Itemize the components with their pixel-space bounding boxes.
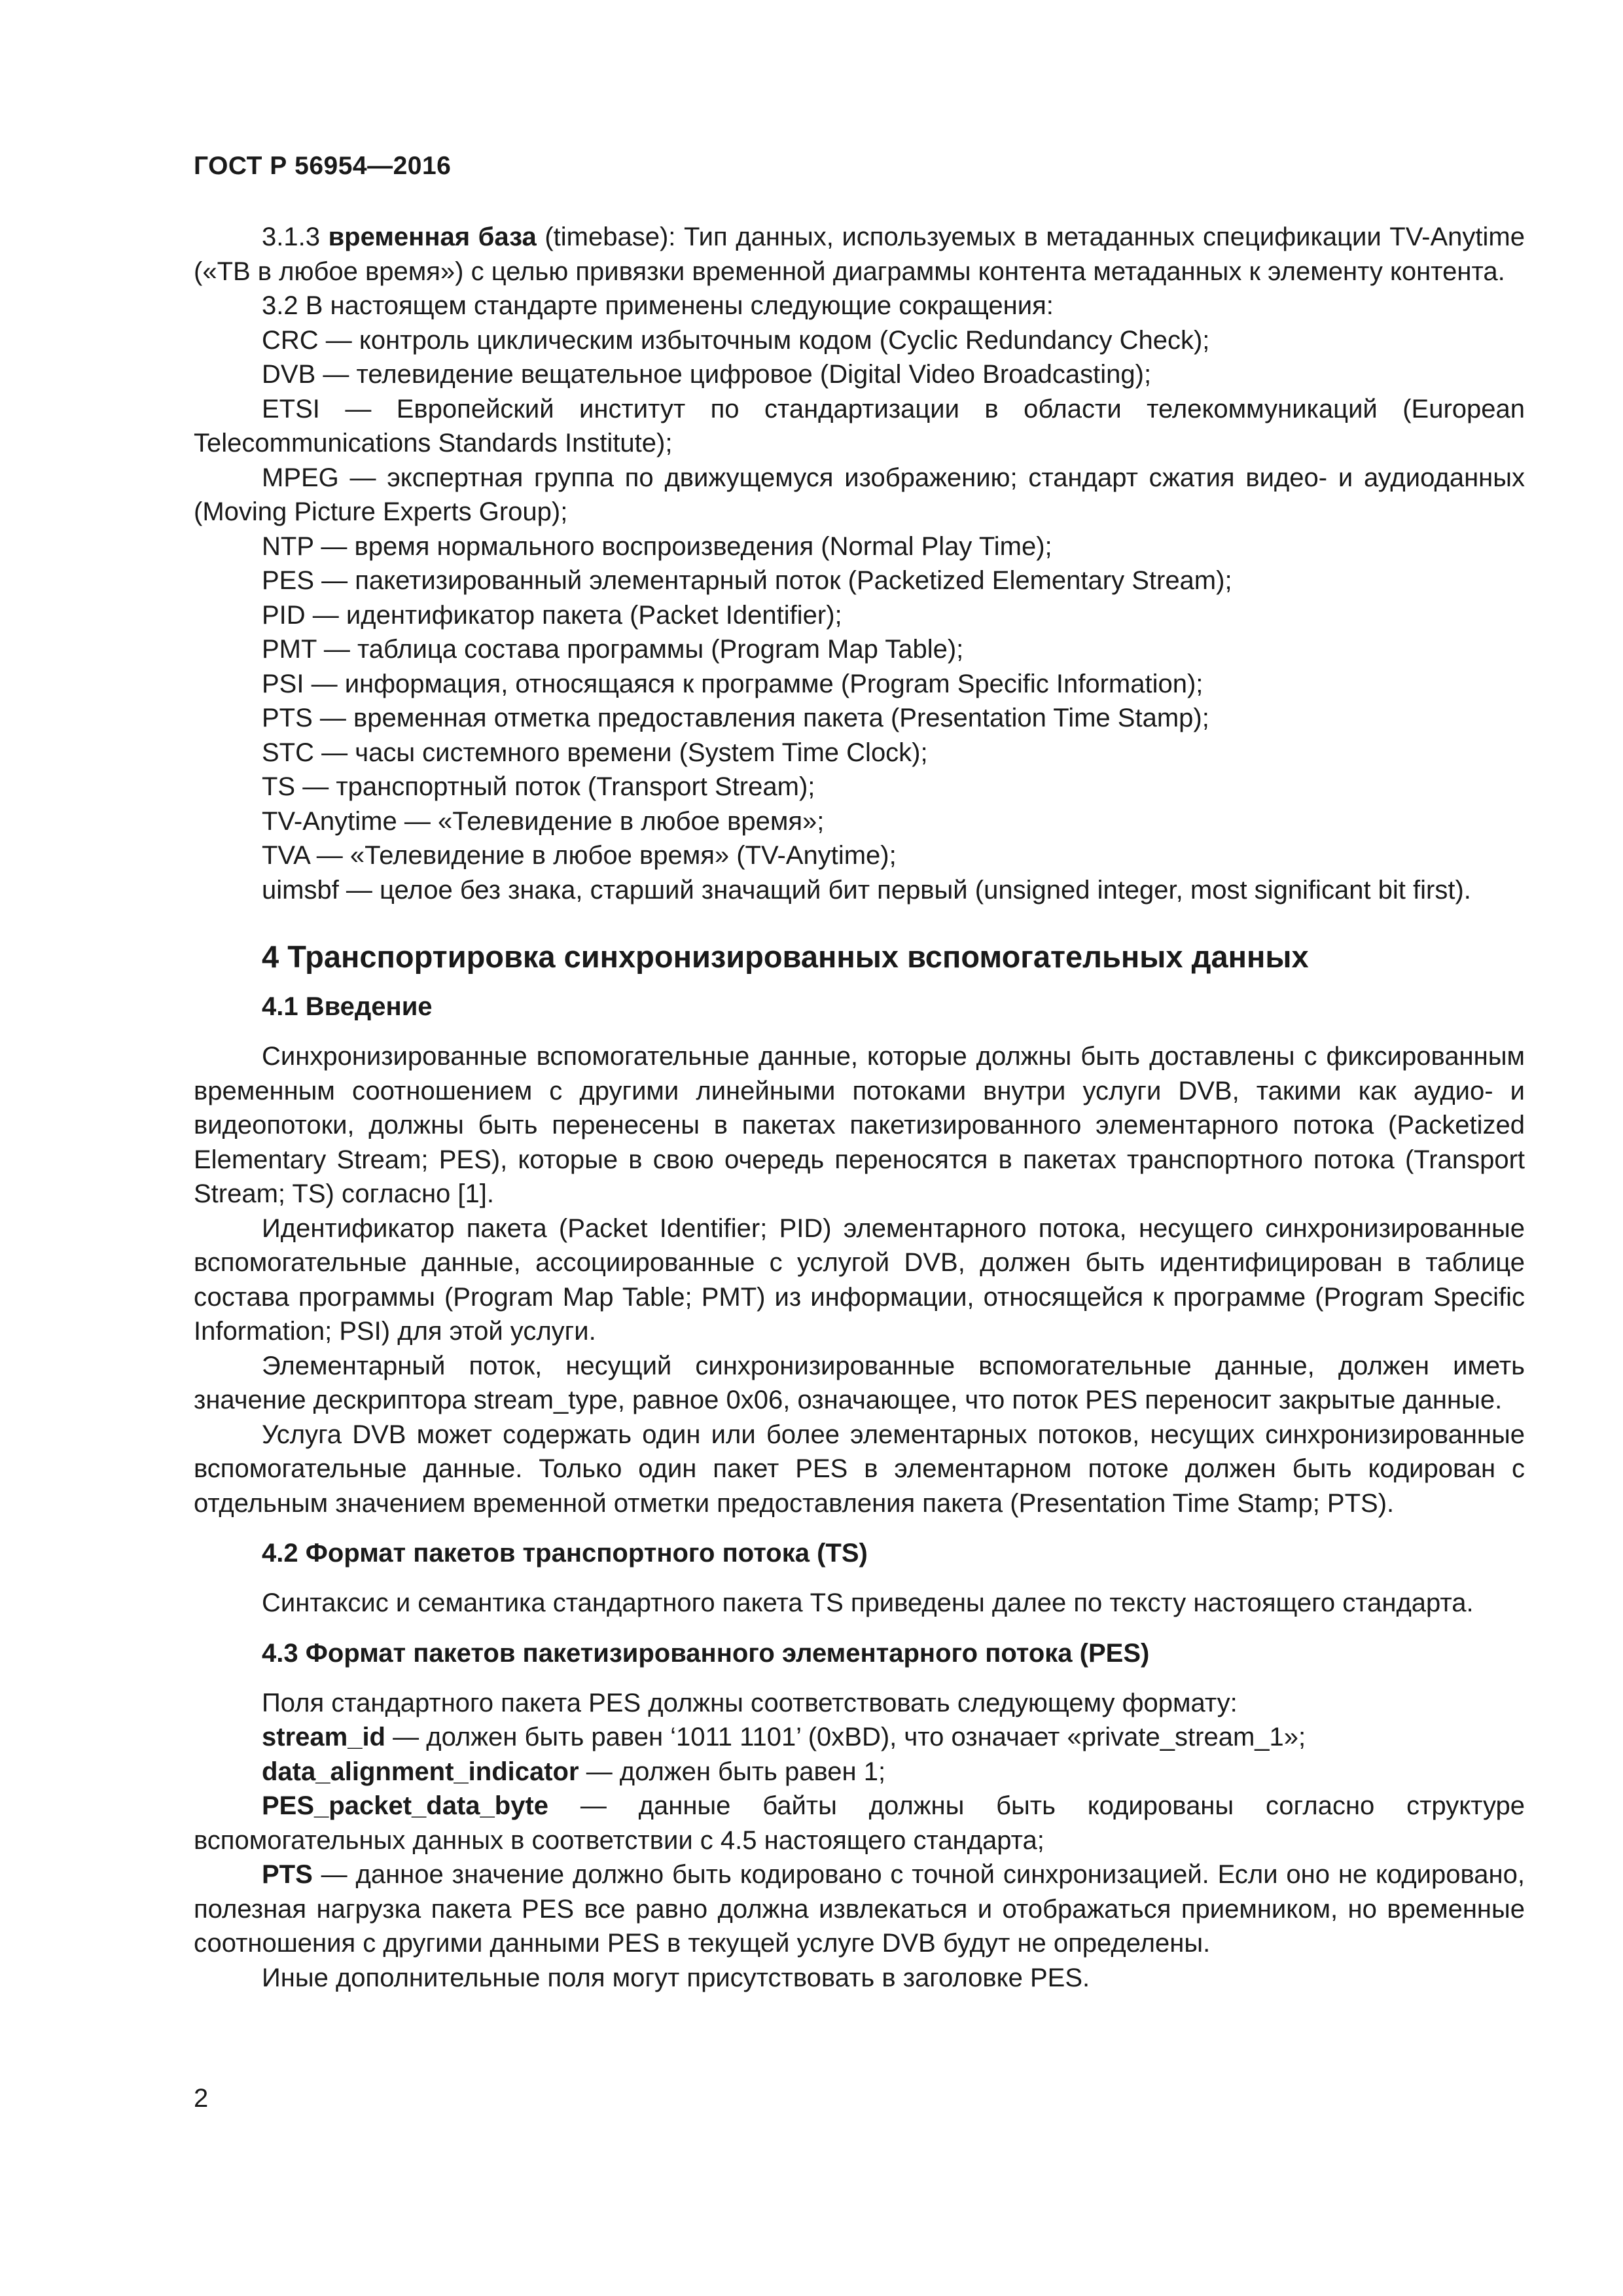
section-4-1-paragraph: Синхронизированные вспомогательные данные, которые должны быть доставлены с фиксированным временным соотношением с другими линейными потоками внутри услуги DVB, такими как аудио- и видеопотоки, должны быть перенесены в пакетах пакетизированного элементарного потока (Packetized Elementary Stream; PES), которые в свою очередь переносятся в пакетах транспортного потока (Transport Stream; TS) согласно [1]. [194, 1042, 1525, 1208]
definition-3-1-3 [194, 220, 1525, 289]
section-4-1-title: 4.1 Введение [262, 992, 433, 1021]
section-4-1-paragraph: Элементарный поток, несущий синхронизированные вспомогательные данные, должен иметь значение дескриптора stream_type, равное 0x06, означающее, что поток PES переносит закрытые данные. [194, 1351, 1525, 1414]
abbreviation-item: TS — транспортный поток (Transport Stream); [262, 772, 815, 801]
page-content [194, 220, 1525, 1995]
abbreviation-item: NTP — время нормального воспроизведения (Normal Play Time); [262, 531, 1052, 561]
abbreviations-intro: 3.2 В настоящем стандарте применены следующие сокращения: [262, 291, 1054, 320]
section-4-3-closing: Иные дополнительные поля могут присутствовать в заголовке PES. [262, 1963, 1090, 1992]
field-description: — должен быть равен 1; [586, 1757, 886, 1786]
abbreviation-item: TVA — «Телевидение в любое время» (TV-Anytime); [262, 841, 897, 870]
document-header: ГОСТ Р 56954—2016 [194, 152, 452, 180]
field-name: PES_packet_data_byte [262, 1791, 549, 1820]
field-name: data_alignment_indicator [262, 1757, 579, 1786]
section-4-1-paragraph: Услуга DVB может содержать один или более элементарных потоков, несущих синхронизированные вспомогательные данные. Только один пакет PES в элементарном потоке должен быть кодирован с отдельным значением временной отметки предоставления пакета (Presentation Time Stamp; PTS). [194, 1420, 1525, 1518]
section-4-2-title: 4.2 Формат пакетов транспортного потока (TS) [262, 1539, 868, 1568]
pes-field-item [194, 1755, 1525, 1789]
abbreviation-item: DVB — телевидение вещательное цифровое (Digital Video Broadcasting); [262, 360, 1152, 389]
definition-text: (timebase): Тип данных, используемых в метаданных спецификации TV-Anytime («ТВ в любое время») с целью привязки временной диаграммы контента метаданных к элементу контента. [194, 223, 1525, 286]
pes-field-item [194, 1720, 1525, 1755]
section-4-1-paragraph: Идентификатор пакета (Packet Identifier; PID) элементарного потока, несущего синхронизированные вспомогательные данные, ассоциированные с услугой DVB, должен быть идентифицирован в таблице состава программы (Program Map Table; PMT) из информации, относящейся к программе (Program Specific Information; PSI) для этой услуги. [194, 1213, 1525, 1346]
field-name: PTS [262, 1860, 313, 1889]
section-4-2-paragraph: Синтаксис и семантика стандартного пакета TS приведены далее по тексту настоящего стандарта. [262, 1588, 1474, 1617]
page-number: 2 [194, 2084, 209, 2113]
abbreviation-item: ETSI — Европейский институт по стандартизации в области телекоммуникаций (European Telecommunications Standards Institute); [194, 394, 1525, 457]
field-name: stream_id [262, 1723, 385, 1751]
abbreviation-item: PES — пакетизированный элементарный поток (Packetized Elementary Stream); [262, 566, 1232, 595]
abbreviation-item: PSI — информация, относящаяся к программе (Program Specific Information); [262, 669, 1204, 698]
section-4-3-intro: Поля стандартного пакета PES должны соответствовать следующему формату: [262, 1688, 1238, 1717]
field-description: — данные байты должны быть кодированы согласно структуре вспомогательных данных в соответствии с 4.5 настоящего стандарта; [194, 1791, 1525, 1855]
section-4-title: 4 Транспортировка синхронизированных вспомогательных данных [262, 939, 1309, 974]
abbreviation-item: PMT — таблица состава программы (Program Map Table); [262, 635, 964, 664]
abbreviation-item: STC — часы системного времени (System Time Clock); [262, 738, 928, 767]
definition-term: временная база [328, 223, 537, 251]
abbreviation-item: PTS — временная отметка предоставления пакета (Presentation Time Stamp); [262, 704, 1209, 732]
definition-number: 3.1.3 [262, 223, 320, 251]
abbreviation-item: uimsbf — целое без знака, старший значащий бит первый (unsigned integer, most significant bit first). [262, 875, 1471, 905]
section-4-3-title: 4.3 Формат пакетов пакетизированного элементарного потока (PES) [262, 1638, 1150, 1668]
field-description: — данное значение должно быть кодировано с точной синхронизацией. Если оно не кодировано, полезная нагрузка пакета PES все равно должна извлекаться и отображаться приемником, но временные соотношения с другими данными PES в текущей услуге DVB будут не определены. [194, 1860, 1525, 1958]
abbreviation-item: MPEG — экспертная группа по движущемуся изображению; стандарт сжатия видео- и аудиоданных (Moving Picture Experts Group); [194, 463, 1525, 526]
pes-field-item [194, 1789, 1525, 1857]
abbreviation-item: TV-Anytime — «Телевидение в любое время»; [262, 806, 825, 836]
pes-field-item [194, 1857, 1525, 1961]
abbreviation-item: CRC — контроль циклическим избыточным кодом (Cyclic Redundancy Check); [262, 325, 1210, 355]
field-description: — должен быть равен ‘1011 1101’ (0xBD), что означает «private_stream_1»; [393, 1723, 1306, 1751]
abbreviation-item: PID — идентификатор пакета (Packet Identifier); [262, 600, 842, 630]
